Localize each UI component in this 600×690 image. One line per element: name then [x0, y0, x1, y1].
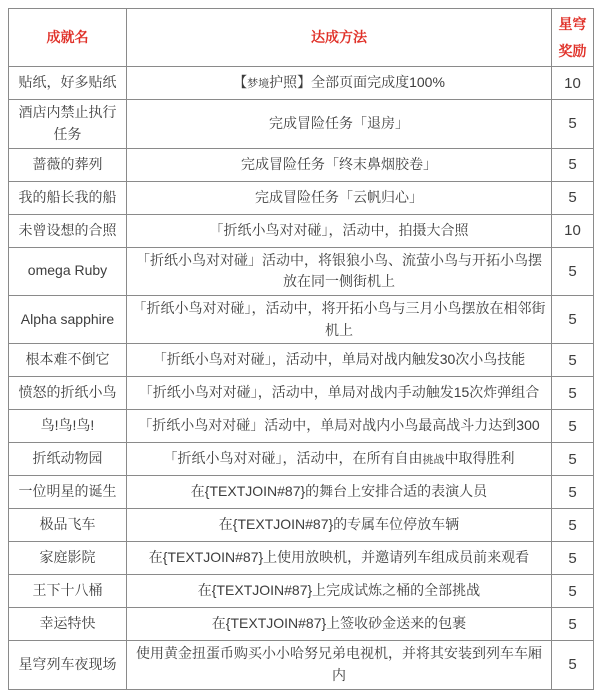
achievement-method: 完成冒险任务「终末鼻烟胶卷」 — [127, 148, 552, 181]
achievement-name: 王下十八桶 — [9, 575, 127, 608]
achievement-reward: 5 — [552, 542, 594, 575]
achievement-table — [8, 8, 594, 690]
table-row — [9, 608, 594, 641]
achievement-reward: 5 — [552, 443, 594, 476]
achievement-method: 「折纸小鸟对对碰」，活动中，单局对战内触发30次小鸟技能 — [127, 344, 552, 377]
achievement-name: 愤怒的折纸小鸟 — [9, 377, 127, 410]
achievement-method: 「折纸小鸟对对碰」，活动中，单局对战内手动触发15次炸弹组合 — [127, 377, 552, 410]
achievement-method: 使用黄金扭蛋币购买小小哈努兄弟电视机，并将其安装到列车车厢内 — [127, 641, 552, 689]
achievement-reward: 5 — [552, 247, 594, 295]
column-header-method: 达成方法 — [127, 9, 552, 67]
table-row — [9, 476, 594, 509]
achievement-method: 完成冒险任务「云帆归心」 — [127, 181, 552, 214]
table-row — [9, 295, 594, 343]
achievement-method: 「折纸小鸟对对碰」，活动中，在所有自由挑战中取得胜利 — [127, 443, 552, 476]
achievement-reward: 10 — [552, 67, 594, 100]
achievement-name: 折纸动物园 — [9, 443, 127, 476]
achievement-reward: 5 — [552, 410, 594, 443]
table-row — [9, 509, 594, 542]
achievement-reward: 5 — [552, 641, 594, 689]
achievement-reward: 5 — [552, 344, 594, 377]
header-row — [9, 9, 594, 67]
achievement-name: 我的船长我的船 — [9, 181, 127, 214]
achievement-reward: 5 — [552, 377, 594, 410]
achievement-reward: 5 — [552, 295, 594, 343]
achievement-name: 酒店内禁止执行任务 — [9, 100, 127, 148]
achievement-method: 在{TEXTJOIN#87}的舞台上安排合适的表演人员 — [127, 476, 552, 509]
achievement-name: 根本难不倒它 — [9, 344, 127, 377]
achievement-name: 未曾设想的合照 — [9, 214, 127, 247]
achievement-reward: 5 — [552, 181, 594, 214]
achievement-name: 极品飞车 — [9, 509, 127, 542]
achievement-name: Alpha sapphire — [9, 295, 127, 343]
table-row — [9, 575, 594, 608]
table-row — [9, 67, 594, 100]
achievement-name: 蔷薇的葬列 — [9, 148, 127, 181]
achievement-method: 「折纸小鸟对对碰」活动中，将银狼小鸟、流萤小鸟与开拓小鸟摆放在同一侧街机上 — [127, 247, 552, 295]
column-header-reward: 星穹奖励 — [552, 9, 594, 67]
achievement-method: 「折纸小鸟对对碰」，活动中，拍摄大合照 — [127, 214, 552, 247]
achievement-method: 【梦境护照】全部页面完成度100% — [127, 67, 552, 100]
table-row — [9, 214, 594, 247]
achievement-method: 「折纸小鸟对对碰」，活动中，将开拓小鸟与三月小鸟摆放在相邻街机上 — [127, 295, 552, 343]
achievement-name: 一位明星的诞生 — [9, 476, 127, 509]
table-row — [9, 344, 594, 377]
achievement-name: omega Ruby — [9, 247, 127, 295]
achievement-method: 在{TEXTJOIN#87}上使用放映机，并邀请列车组成员前来观看 — [127, 542, 552, 575]
achievement-method: 完成冒险任务「退房」 — [127, 100, 552, 148]
table-row — [9, 542, 594, 575]
achievement-method: 在{TEXTJOIN#87}的专属车位停放车辆 — [127, 509, 552, 542]
achievement-method: 在{TEXTJOIN#87}上签收砂金送来的包裹 — [127, 608, 552, 641]
achievement-method: 在{TEXTJOIN#87}上完成试炼之桶的全部挑战 — [127, 575, 552, 608]
achievement-reward: 5 — [552, 509, 594, 542]
achievement-table-body — [9, 67, 594, 690]
achievement-method: 「折纸小鸟对对碰」活动中，单局对战内小鸟最高战斗力达到300 — [127, 410, 552, 443]
achievement-reward: 5 — [552, 148, 594, 181]
column-header-achievement-name: 成就名 — [9, 9, 127, 67]
achievement-name: 贴纸，好多贴纸 — [9, 67, 127, 100]
achievement-name: 幸运特快 — [9, 608, 127, 641]
achievement-name: 星穹列车夜现场 — [9, 641, 127, 689]
table-row — [9, 641, 594, 689]
achievement-reward: 10 — [552, 214, 594, 247]
table-row — [9, 181, 594, 214]
table-row — [9, 443, 594, 476]
achievement-reward: 5 — [552, 608, 594, 641]
achievement-name: 鸟!鸟!鸟! — [9, 410, 127, 443]
achievement-reward: 5 — [552, 575, 594, 608]
table-row — [9, 148, 594, 181]
achievement-reward: 5 — [552, 476, 594, 509]
achievement-name: 家庭影院 — [9, 542, 127, 575]
table-row — [9, 247, 594, 295]
table-row — [9, 377, 594, 410]
table-row — [9, 410, 594, 443]
achievement-reward: 5 — [552, 100, 594, 148]
table-row — [9, 100, 594, 148]
